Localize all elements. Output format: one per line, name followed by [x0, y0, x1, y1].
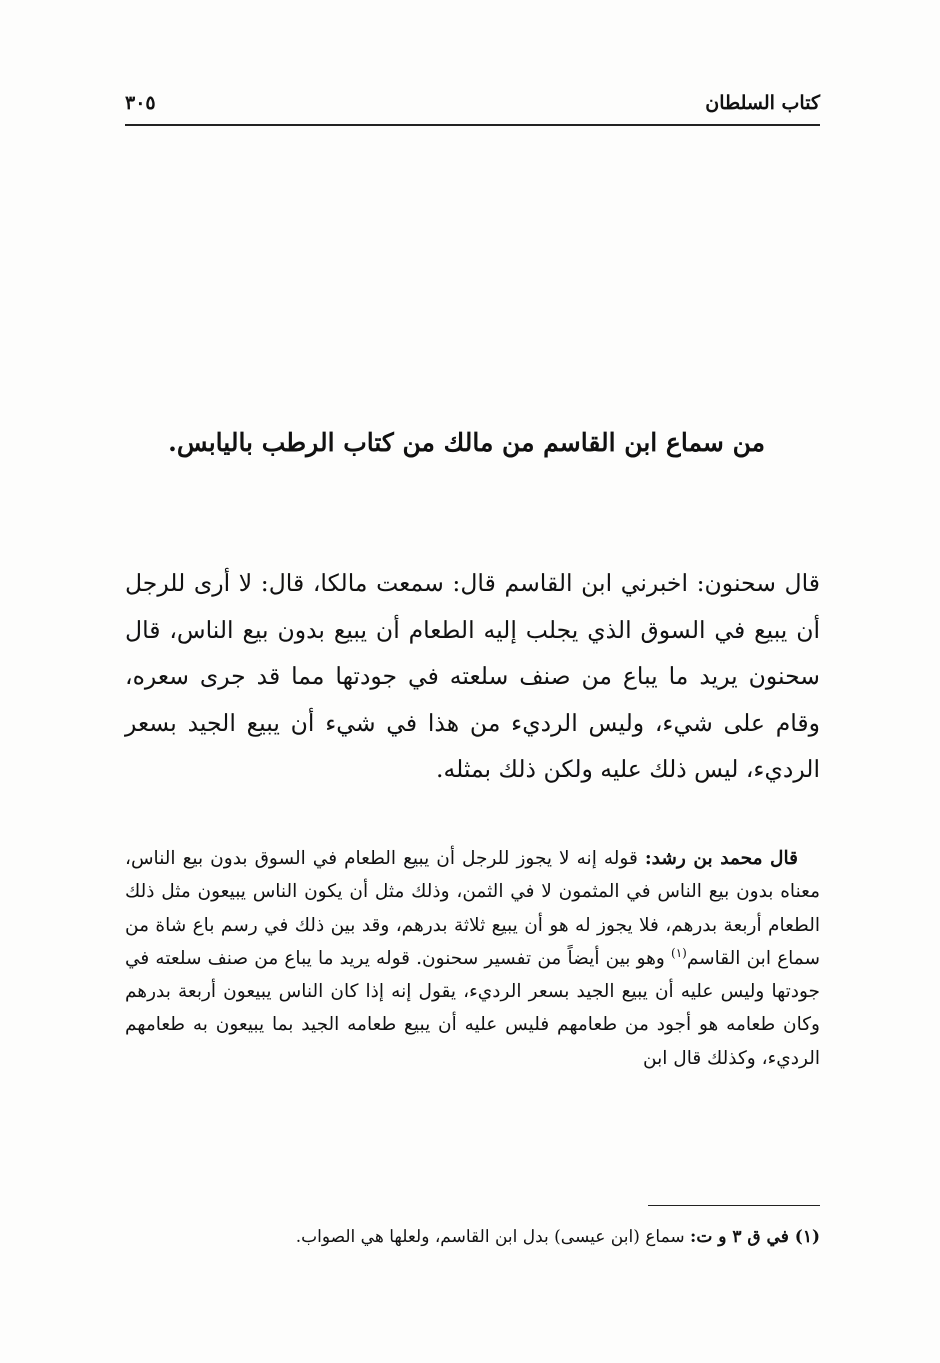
- footnote-reference[interactable]: (١): [671, 945, 687, 960]
- paragraph-2-text: [125, 842, 820, 1075]
- footnote-text: سماع (ابن عيسى) بدل ابن القاسم، ولعلها هي الصواب.: [295, 1227, 691, 1247]
- paragraph-2-speaker: قال محمد بن رشد:: [644, 848, 798, 869]
- running-header: [125, 88, 820, 126]
- paragraph-2-text-before-ref: قوله إنه لا يجوز للرجل أن يبيع الطعام في السوق بدون بيع الناس، معناه بدون بيع الناس في المثمون لا في الثمن، وذلك مثل أن يكون الناس يبيعون مثل ذلك الطعام أربعة بدرهم، فلا يجوز له هو أن يبيع ثلاثة بدرهم، وقد بين ذلك في رسم باع شاة من سماع ابن القاسم: [125, 848, 820, 969]
- footnote: [125, 1222, 820, 1252]
- paragraph-1-text: قال سحنون: اخبرني ابن القاسم قال: سمعت مالكا، قال: لا أرى للرجل أن يبيع في السوق الذي يجلب إليه الطعام أن يبيع بدون بيع الناس، قال سحنون يريد ما يباع من صنف سلعته في جودتها مما قد جرى سعره، وقام على شيء، وليس الرديء من هذا في شيء أن يبيع الجيد بسعر الرديء، ليس ذلك عليه ولكن ذلك بمثله.: [125, 569, 820, 783]
- header-title: كتاب السلطان: [705, 92, 820, 114]
- paragraph-2-text-after-ref: وهو بين أيضاً من تفسير سحنون. قوله يريد ما يباع من صنف سلعته في جودتها وليس عليه أن يبيع الجيد بسعر الرديء، يقول إنه إذا كان الناس يبيعون أربعة بدرهم وكان طعامه هو أجود من طعامهم فليس عليه أن يبيع طعامه الجيد بما يبيعون به طعامهم الرديء، وكذلك قال ابن: [125, 947, 820, 1069]
- paragraph-2: [125, 842, 820, 1075]
- footnote-divider: [648, 1205, 820, 1206]
- section-title: من سماع ابن القاسم من مالك من كتاب الرطب باليابس.: [168, 428, 765, 457]
- paragraph-1: [125, 560, 820, 793]
- footnote-marker: (١) في ق ٣ و ت:: [690, 1227, 820, 1247]
- page-number: ٣٠٥: [125, 92, 156, 114]
